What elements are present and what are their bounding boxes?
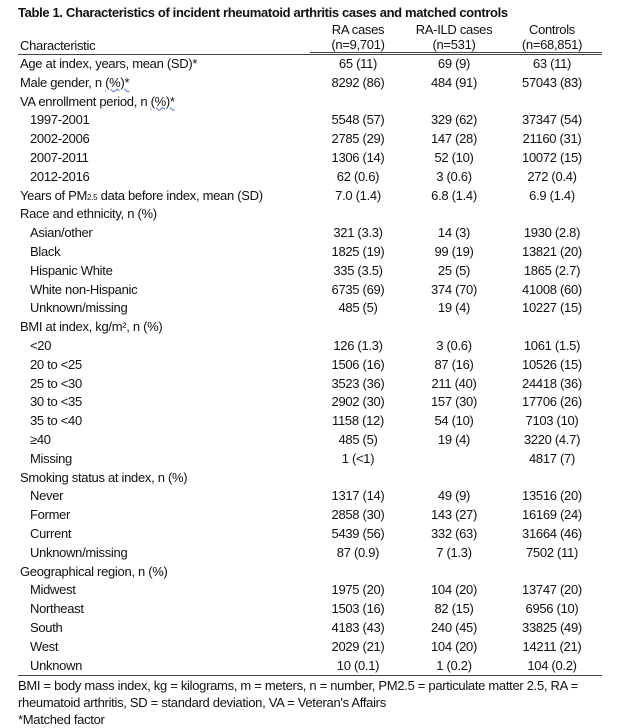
row-label xyxy=(18,356,310,375)
value-controls: 41008 (60) xyxy=(522,281,582,297)
value-controls: 16169 (24) xyxy=(522,507,582,523)
value-ra-cases: 65 (11) xyxy=(338,56,378,71)
value-controls: 1930 (2.8) xyxy=(523,225,581,241)
row-label-text: ≥40 xyxy=(30,431,51,447)
value-controls: 272 (0.4) xyxy=(527,168,577,184)
value-controls: 63 (11) xyxy=(532,56,572,71)
value-ra-ild-cases xyxy=(406,205,502,224)
table-row xyxy=(18,563,602,582)
row-label-text: 2012-2016 xyxy=(30,168,90,184)
value-controls xyxy=(502,469,602,488)
value-ra-cases: 5548 (57) xyxy=(331,112,385,128)
value-ra-cases: 321 (3.3) xyxy=(333,225,383,241)
value-ra-ild-cases: 52 (10) xyxy=(434,149,474,165)
value-controls: 31664 (46) xyxy=(522,525,582,541)
row-label-text: Former xyxy=(30,507,71,523)
table-row xyxy=(18,130,602,149)
value-ra-ild-cases xyxy=(406,450,502,469)
value-controls: 24418 (36) xyxy=(522,375,582,391)
row-label xyxy=(18,149,310,168)
value-ra-ild-cases: 240 (45) xyxy=(430,619,478,635)
row-label-text: Age at index, years, mean (SD)* xyxy=(20,56,198,71)
value-ra-cases xyxy=(310,205,406,224)
value-controls: 104 (0.2) xyxy=(527,657,577,673)
row-label xyxy=(18,525,310,544)
value-controls: 37347 (54) xyxy=(522,112,582,128)
row-label xyxy=(18,544,310,563)
row-label xyxy=(18,619,310,638)
value-ra-ild-cases: 329 (62) xyxy=(430,112,478,128)
value-ra-cases: 3523 (36) xyxy=(331,375,385,391)
table-header xyxy=(18,21,602,55)
value-ra-ild-cases: 3 (0.6) xyxy=(436,168,472,184)
value-controls: 7103 (10) xyxy=(525,413,579,429)
value-ra-ild-cases: 157 (30) xyxy=(430,394,478,410)
value-controls: 10526 (15) xyxy=(522,356,582,372)
value-ra-ild-cases xyxy=(406,469,502,488)
value-ra-ild-cases: 14 (3) xyxy=(437,225,471,241)
row-label xyxy=(18,563,310,582)
row-label xyxy=(18,74,310,93)
value-ra-cases xyxy=(310,469,406,488)
value-ra-cases: 62 (0.6) xyxy=(336,168,380,184)
value-ra-ild-cases xyxy=(406,563,502,582)
value-controls: 21160 (31) xyxy=(522,131,582,147)
footnotes xyxy=(18,677,602,728)
row-label xyxy=(18,281,310,300)
row-label-text-after: data before index, mean (SD) xyxy=(97,187,263,203)
row-label xyxy=(18,168,310,187)
table-row xyxy=(18,224,602,243)
value-ra-ild-cases: 87 (16) xyxy=(434,356,474,372)
value-ra-ild-cases: 332 (63) xyxy=(430,525,478,541)
row-label xyxy=(18,657,310,676)
value-ra-ild-cases: 7 (1.3) xyxy=(436,544,472,560)
table-row xyxy=(18,356,602,375)
row-label-text: Current xyxy=(30,525,72,541)
row-label-text: White non-Hispanic xyxy=(30,281,138,297)
header-n: (n=531) xyxy=(432,37,476,52)
table-row xyxy=(18,111,602,130)
value-controls: 17706 (26) xyxy=(522,394,582,410)
value-ra-cases: 6735 (69) xyxy=(331,281,385,297)
row-label xyxy=(18,111,310,130)
table-row xyxy=(18,525,602,544)
table-row xyxy=(18,205,602,224)
header-n: (n=9,701) xyxy=(331,37,385,52)
row-label-text: 2007-2011 xyxy=(30,149,89,165)
row-label-text: 25 to <30 xyxy=(30,375,82,391)
row-label-text: Never xyxy=(30,488,64,504)
row-label-text: Midwest xyxy=(30,582,76,598)
header-name: RA cases xyxy=(331,22,385,37)
table-row xyxy=(18,187,602,206)
value-controls: 57043 (83) xyxy=(522,74,582,90)
value-ra-cases: 485 (5) xyxy=(338,300,378,316)
value-controls: 10072 (15) xyxy=(522,149,582,165)
table-row xyxy=(18,168,602,187)
value-ra-cases: 10 (0.1) xyxy=(336,657,380,673)
value-ra-cases: 8292 (86) xyxy=(331,74,385,90)
value-ra-cases: 1975 (20) xyxy=(331,582,385,598)
value-controls: 4817 (7) xyxy=(528,450,576,466)
value-controls: 1061 (1.5) xyxy=(523,337,581,353)
table-row xyxy=(18,450,602,469)
value-ra-cases: 1158 (12) xyxy=(332,413,384,429)
value-ra-ild-cases: 3 (0.6) xyxy=(436,337,472,353)
table-row xyxy=(18,638,602,657)
value-controls: 6.9 (1.4) xyxy=(529,187,575,203)
row-label-text: Smoking status at index, n (%) xyxy=(20,469,188,485)
header-controls xyxy=(502,22,602,53)
row-label-text: 1997-2001 xyxy=(30,112,90,128)
row-label xyxy=(18,130,310,149)
header-name: Controls xyxy=(528,22,575,37)
row-label xyxy=(18,299,310,318)
row-label-text: 20 to <25 xyxy=(30,356,82,372)
value-ra-cases xyxy=(310,318,406,337)
table-row xyxy=(18,581,602,600)
table-row xyxy=(18,412,602,431)
value-controls: 13747 (20) xyxy=(522,582,582,598)
value-ra-ild-cases: 104 (20) xyxy=(430,638,478,654)
value-ra-ild-cases: 211 (40) xyxy=(431,375,477,391)
row-label-text: Hispanic White xyxy=(30,262,113,278)
row-label-text: Asian/other xyxy=(30,225,93,241)
row-label xyxy=(18,337,310,356)
table-row xyxy=(18,393,602,412)
value-ra-ild-cases: 484 (91) xyxy=(430,74,478,90)
value-ra-cases: 335 (3.5) xyxy=(333,262,383,278)
document xyxy=(18,0,602,728)
value-controls xyxy=(502,563,602,582)
row-label-text: VA enrollment period, n xyxy=(20,93,151,109)
row-label xyxy=(18,450,310,469)
value-ra-cases: 485 (5) xyxy=(338,431,378,447)
header-ra-cases xyxy=(310,22,406,53)
value-ra-cases: 4183 (43) xyxy=(331,619,385,635)
value-ra-ild-cases xyxy=(406,318,502,337)
value-controls xyxy=(502,318,602,337)
row-label-text: 30 to <35 xyxy=(30,394,82,410)
row-label xyxy=(18,581,310,600)
row-label xyxy=(18,262,310,281)
value-ra-ild-cases: 25 (5) xyxy=(437,262,471,278)
table-row xyxy=(18,544,602,563)
table-row xyxy=(18,506,602,525)
footnote-matched: *Matched factor xyxy=(18,712,105,728)
table-title: Table 1. Characteristics of incident rheumatoid arthritis cases and matched controls xyxy=(18,5,508,20)
table-row xyxy=(18,55,602,74)
row-label xyxy=(18,187,310,206)
row-label-marked-text: (%)* xyxy=(150,93,175,109)
row-label xyxy=(18,638,310,657)
header-characteristic: Characteristic xyxy=(20,38,96,53)
table-row xyxy=(18,657,602,676)
value-controls: 10227 (15) xyxy=(522,300,582,316)
table-row xyxy=(18,375,602,394)
value-ra-ild-cases: 82 (15) xyxy=(434,601,474,617)
value-ra-ild-cases: 143 (27) xyxy=(430,507,478,523)
value-ra-cases: 2858 (30) xyxy=(331,507,385,523)
row-label-text: Years of PM xyxy=(20,187,88,203)
value-controls: 6956 (10) xyxy=(525,601,579,617)
table-row xyxy=(18,299,602,318)
value-controls: 7502 (11) xyxy=(526,544,578,560)
value-ra-ild-cases: 6.8 (1.4) xyxy=(431,187,477,203)
value-ra-cases: 1306 (14) xyxy=(331,149,385,165)
value-controls: 3220 (4.7) xyxy=(523,431,581,447)
value-controls xyxy=(502,205,602,224)
value-ra-cases: 2785 (29) xyxy=(331,131,385,147)
value-controls: 1865 (2.7) xyxy=(523,262,581,278)
value-ra-cases: 1506 (16) xyxy=(331,356,385,372)
value-ra-cases: 2902 (30) xyxy=(331,394,385,410)
table-body xyxy=(18,55,602,676)
row-label xyxy=(18,412,310,431)
value-ra-ild-cases: 54 (10) xyxy=(434,413,474,429)
row-label-text: 35 to <40 xyxy=(30,413,82,429)
value-ra-ild-cases: 1 (0.2) xyxy=(436,657,472,673)
value-ra-cases xyxy=(310,563,406,582)
value-controls: 33825 (49) xyxy=(522,619,582,635)
table-row xyxy=(18,487,602,506)
table-row xyxy=(18,74,602,93)
value-controls xyxy=(502,93,602,112)
row-label-text: 2002-2006 xyxy=(30,131,90,147)
row-label xyxy=(18,93,310,112)
row-label xyxy=(18,375,310,394)
value-ra-cases: 126 (1.3) xyxy=(333,337,383,353)
value-ra-ild-cases: 19 (4) xyxy=(437,431,471,447)
row-label-text: Race and ethnicity, n (%) xyxy=(20,206,157,222)
table-row xyxy=(18,318,602,337)
table-row xyxy=(18,600,602,619)
row-label-text: Northeast xyxy=(30,601,84,617)
value-ra-cases: 5439 (56) xyxy=(331,525,385,541)
value-ra-cases: 1317 (14) xyxy=(331,488,385,504)
table-row xyxy=(18,149,602,168)
table-row xyxy=(18,619,602,638)
row-label xyxy=(18,487,310,506)
row-label xyxy=(18,431,310,450)
row-label-text: Missing xyxy=(30,450,72,466)
table-row xyxy=(18,431,602,450)
header-n: (n=68,851) xyxy=(521,37,583,52)
value-ra-ild-cases: 147 (28) xyxy=(430,131,478,147)
table-row xyxy=(18,469,602,488)
row-label xyxy=(18,205,310,224)
row-label-subscript: 2.5 xyxy=(87,192,98,202)
row-label-text: BMI at index, kg/m², n (%) xyxy=(20,319,163,335)
value-ra-ild-cases xyxy=(406,93,502,112)
row-label xyxy=(18,55,310,74)
header-ra-ild-cases xyxy=(406,22,502,53)
footnote-abbreviations: BMI = body mass index, kg = kilograms, m = meters, n = number, PM2.5 = particulate matter 2.5, RA = rheumatoid arthritis, SD = standard deviation, VA = Veteran's Affairs xyxy=(18,678,578,711)
header-name: RA-ILD cases xyxy=(415,22,493,37)
row-label-marked-text: (%)* xyxy=(105,74,130,90)
table-row xyxy=(18,243,602,262)
row-label-text: Unknown/missing xyxy=(30,544,128,560)
value-ra-cases: 2029 (21) xyxy=(331,638,385,654)
value-ra-ild-cases: 49 (9) xyxy=(437,488,471,504)
table-row xyxy=(18,337,602,356)
row-label xyxy=(18,318,310,337)
value-ra-cases: 1503 (16) xyxy=(331,601,385,617)
value-ra-cases: 1 (<1) xyxy=(341,450,375,466)
value-ra-cases xyxy=(310,93,406,112)
value-ra-cases: 87 (0.9) xyxy=(336,544,380,560)
value-ra-ild-cases: 104 (20) xyxy=(430,582,478,598)
row-label xyxy=(18,600,310,619)
row-label xyxy=(18,469,310,488)
row-label-text: <20 xyxy=(30,337,52,353)
row-label xyxy=(18,506,310,525)
row-label xyxy=(18,224,310,243)
row-label-text: Unknown/missing xyxy=(30,300,128,316)
value-ra-ild-cases: 19 (4) xyxy=(437,300,471,316)
row-label xyxy=(18,393,310,412)
value-ra-cases: 7.0 (1.4) xyxy=(335,187,381,203)
row-label-text: Geographical region, n (%) xyxy=(20,563,168,579)
value-ra-ild-cases: 374 (70) xyxy=(430,281,478,297)
value-ra-ild-cases: 99 (19) xyxy=(434,243,474,259)
value-ra-cases: 1825 (19) xyxy=(331,243,385,259)
row-label-text: Unknown xyxy=(30,657,83,673)
value-controls: 13516 (20) xyxy=(522,488,582,504)
table-row xyxy=(18,262,602,281)
value-controls: 13821 (20) xyxy=(522,243,582,259)
value-ra-ild-cases: 69 (9) xyxy=(437,56,471,71)
row-label-text: West xyxy=(30,638,59,654)
value-controls: 14211 (21) xyxy=(522,638,582,654)
table-row xyxy=(18,281,602,300)
row-label-text: Male gender, n xyxy=(20,74,106,90)
row-label xyxy=(18,243,310,262)
row-label-text: Black xyxy=(30,243,61,259)
table-row xyxy=(18,93,602,112)
row-label-text: South xyxy=(30,619,63,635)
